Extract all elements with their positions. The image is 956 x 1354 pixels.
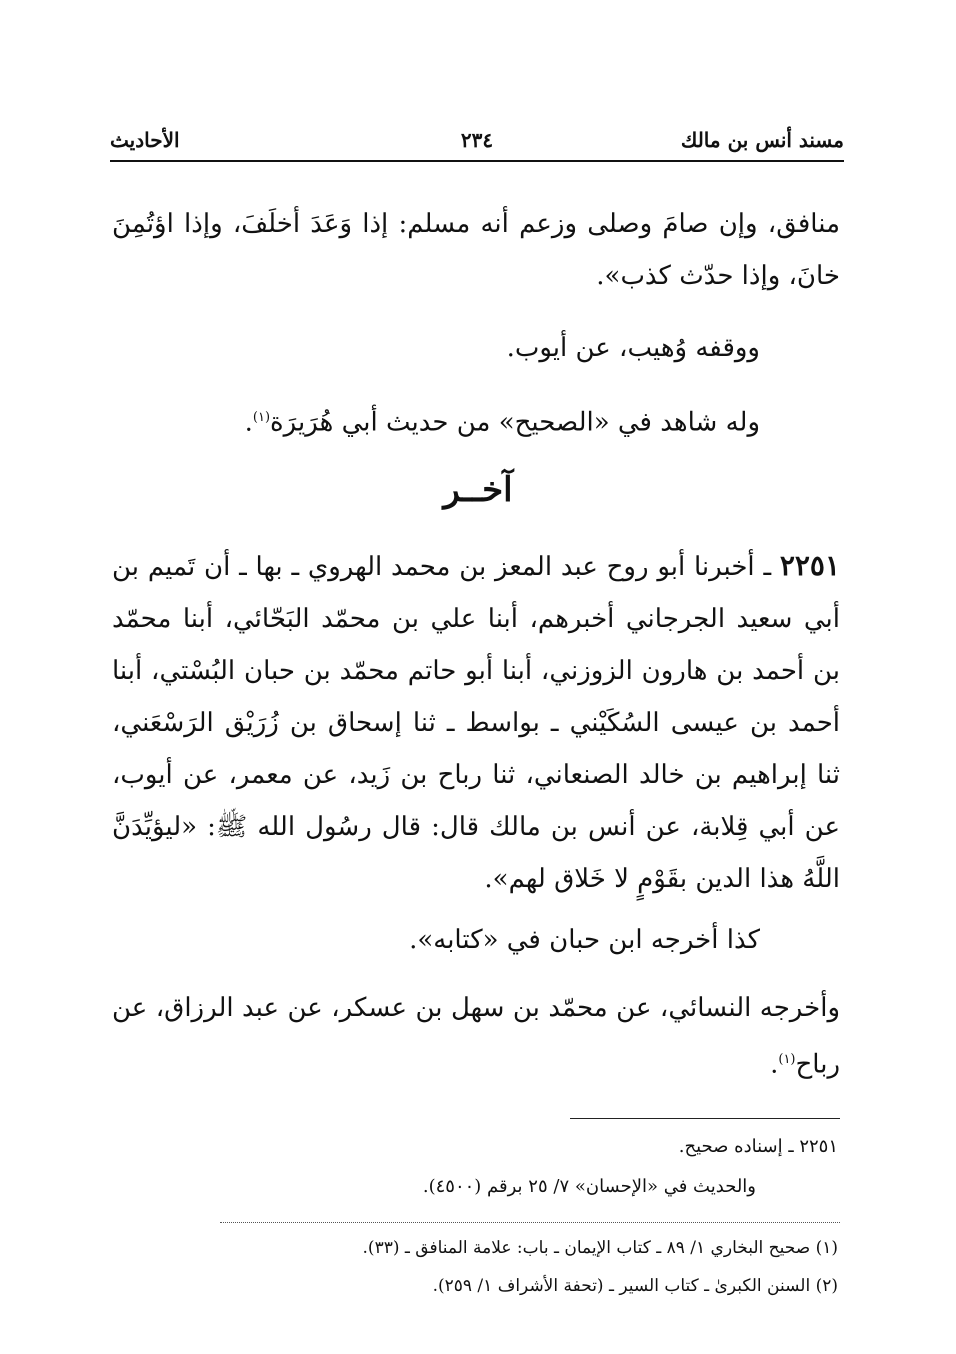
paragraph-3-text: وله شاهد في «الصحيح» من حديث أبي هُرَيرَة — [270, 407, 760, 438]
footnote-ref: (١) — [778, 1052, 796, 1067]
footnote-2: (٢) السنن الكبرىٰ ـ كتاب السير ـ (تحفة الأشراف ١/ ٢٥٩). — [432, 1276, 838, 1296]
paragraph-5: كذا أخرجه ابن حبان في «كتابه». — [409, 925, 760, 955]
paragraph-6-text: وأخرجه النسائي، عن محمّد بن سهل بن عسكر، عن عبد الرزاق، عن رباح — [112, 993, 840, 1080]
footnote-1: (١) صحيح البخاري ١/ ٨٩ ـ كتاب الإيمان ـ باب: علامة المنافق ـ (٣٣). — [362, 1238, 838, 1258]
paragraph-1: منافق، وإن صامَ وصلى وزعم أنه مسلم: إذا وَعَدَ أخلَفَ، وإذا اؤتُمِنَ خانَ، وإذا حدّث كذب». — [112, 209, 840, 291]
header-rule — [110, 160, 844, 162]
header-section: الأحاديث — [110, 128, 180, 152]
paragraph-3 — [245, 392, 760, 449]
hadith-paragraph — [112, 540, 840, 905]
paragraph-2: ووقفه وُهيب، عن أيوب. — [506, 333, 760, 363]
paragraph-3-end: . — [244, 407, 253, 438]
footnote-main-2: والحديث في «الإحسان» ٧/ ٢٥ برقم (٤٥٠٠). — [422, 1176, 756, 1197]
hadith-text: ـ أخبرنا أبو روح عبد المعز بن محمد الهروي ـ بها ـ أن تَميم بن أبي سعيد الجرجاني أخبرهم، أبنا علي بن محمّد البَحّائي، أبنا محمّد بن أحمد بن هارون الزوزني، أبنا أبو حاتم محمّد بن حبان البُسْتي، أبنا أحمد بن عيسى السُكَيْني ـ بواسط ـ ثنا إسحاق بن زُرَيْق الرَسْعَني، ثنا إبراهيم بن خالد الصنعاني، ثنا رباح بن زَيد، عن معمر، عن أيوب، عن أبي قِلابة، عن أنس بن مالك قال: قال رسُول الله ﷺ: «ليؤيِّدَنَّ اللَّهُ هذا الدين بقَوْمٍ لا خَلاق لهم». — [112, 552, 840, 894]
footnote-ref: (١) — [252, 410, 271, 425]
page-number: ٢٣٤ — [460, 128, 494, 152]
running-header — [110, 128, 844, 158]
footnote-main-1: ٢٢٥١ ـ إسناده صحيح. — [678, 1136, 838, 1157]
paragraph-6-end: . — [770, 1049, 779, 1080]
footnote-divider — [220, 1222, 840, 1223]
footnote-rule — [570, 1118, 840, 1119]
paragraph-6 — [112, 982, 840, 1091]
section-title: آخــر — [443, 470, 513, 510]
hadith-number: ٢٢٥١ — [779, 549, 840, 582]
header-book-title: مسند أنس بن مالك — [680, 128, 844, 152]
